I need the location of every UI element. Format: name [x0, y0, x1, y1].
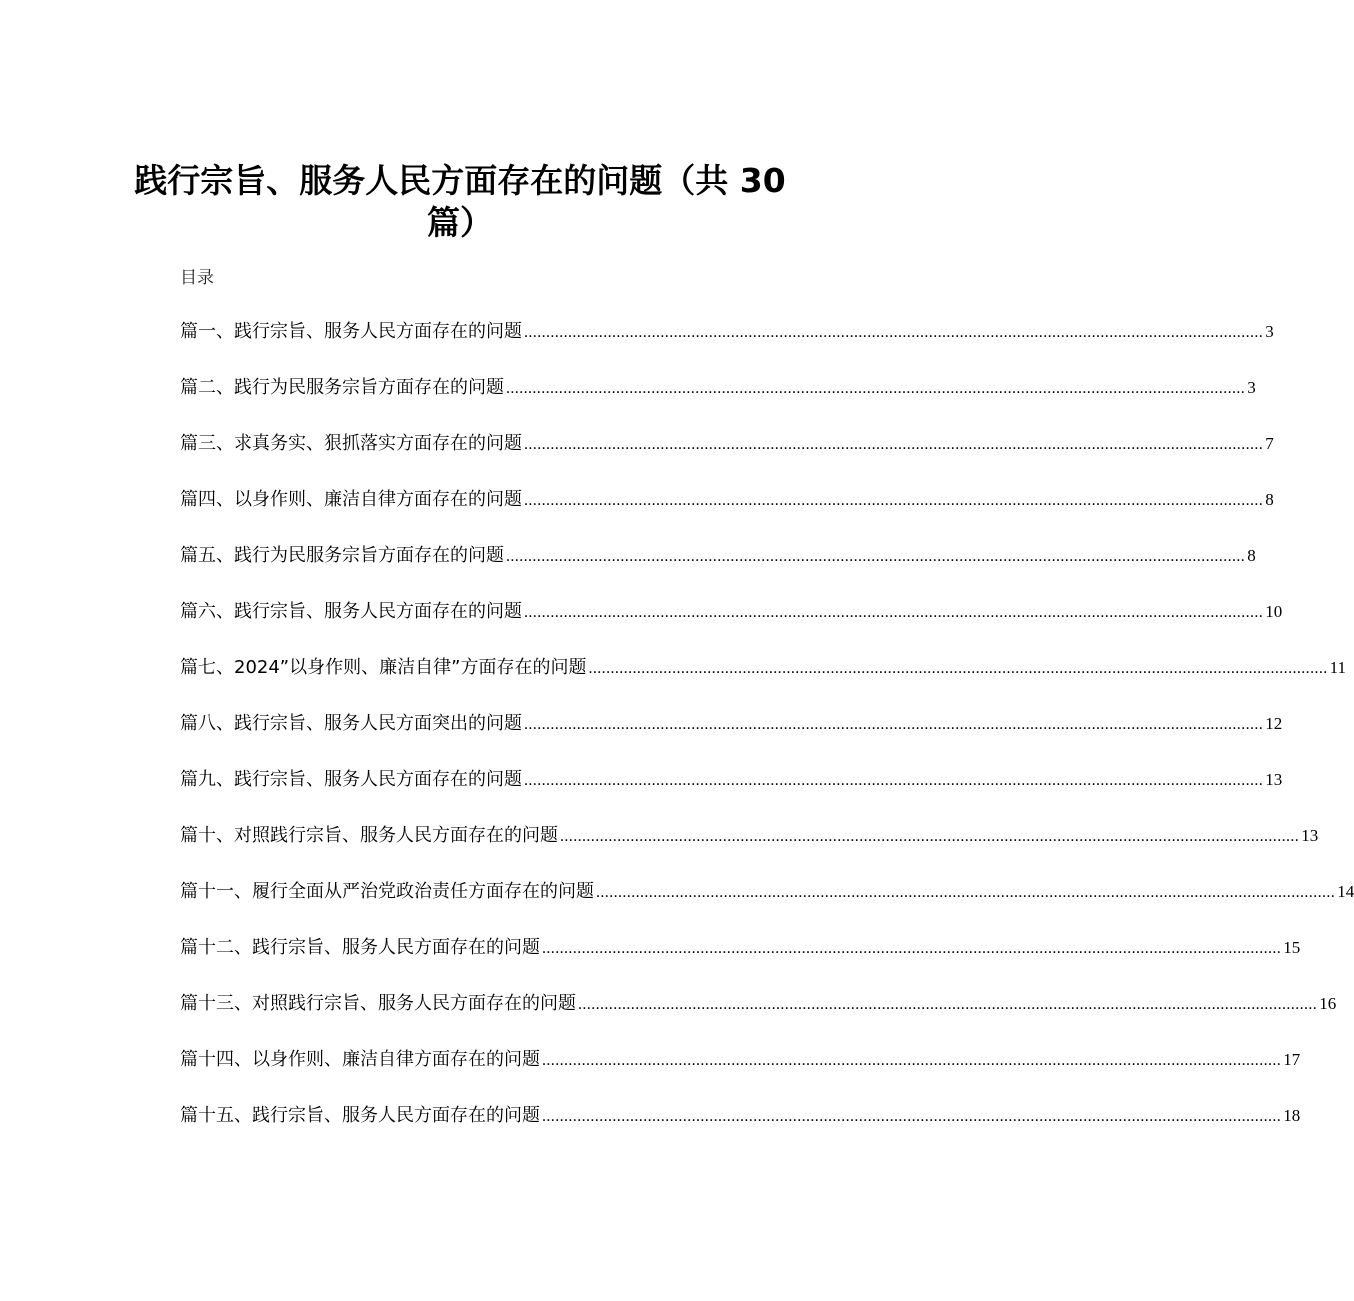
table-of-contents: [180, 318, 1354, 1158]
toc-entry-title[interactable]: 篇十、对照践行宗旨、服务人民方面存在的问题: [180, 825, 558, 846]
toc-page-number: 15: [1283, 938, 1301, 957]
toc-entry[interactable]: [180, 766, 1283, 822]
toc-page-number: 8: [1265, 490, 1274, 509]
toc-entry-title[interactable]: 篇一、践行宗旨、服务人民方面存在的问题: [180, 321, 522, 342]
toc-entry[interactable]: [180, 710, 1283, 766]
toc-entry[interactable]: [180, 598, 1283, 654]
toc-dot-leader: ........................................................................................................................................................................: [506, 548, 1246, 565]
toc-page-number: 14: [1337, 882, 1354, 901]
toc-page-number: 17: [1283, 1050, 1301, 1069]
toc-entry-title[interactable]: 篇十二、践行宗旨、服务人民方面存在的问题: [180, 937, 540, 958]
toc-entry[interactable]: [180, 1046, 1301, 1102]
toc-dot-leader: ........................................................................................................................................................................: [524, 324, 1264, 341]
toc-entry-title[interactable]: 篇十四、以身作则、廉洁自律方面存在的问题: [180, 1049, 540, 1070]
toc-dot-leader: ........................................................................................................................................................................: [542, 1052, 1282, 1069]
toc-page-number: 7: [1265, 434, 1274, 453]
toc-entry-title[interactable]: 篇四、以身作则、廉洁自律方面存在的问题: [180, 489, 522, 510]
toc-entry[interactable]: [180, 542, 1256, 598]
toc-page-number: 11: [1329, 658, 1347, 677]
toc-dot-leader: ........................................................................................................................................................................: [524, 716, 1264, 733]
toc-entry[interactable]: [180, 654, 1347, 710]
toc-entry-title[interactable]: 篇七、2024”以身作则、廉洁自律”方面存在的问题: [180, 657, 587, 678]
toc-dot-leader: ........................................................................................................................................................................: [524, 492, 1264, 509]
toc-entry[interactable]: [180, 1102, 1301, 1158]
toc-page-number: 8: [1247, 546, 1256, 565]
toc-entry-title[interactable]: 篇八、践行宗旨、服务人民方面突出的问题: [180, 713, 522, 734]
toc-page-number: 3: [1265, 322, 1274, 341]
toc-entry[interactable]: [180, 934, 1301, 990]
toc-page-number: 10: [1265, 602, 1283, 621]
toc-dot-leader: ........................................................................................................................................................................: [524, 772, 1264, 789]
toc-entry-title[interactable]: 篇五、践行为民服务宗旨方面存在的问题: [180, 545, 504, 566]
toc-entry-title[interactable]: 篇二、践行为民服务宗旨方面存在的问题: [180, 377, 504, 398]
toc-dot-leader: ........................................................................................................................................................................: [542, 940, 1282, 957]
toc-page-number: 13: [1301, 826, 1319, 845]
toc-dot-leader: ........................................................................................................................................................................: [506, 380, 1246, 397]
toc-dot-leader: ........................................................................................................................................................................: [524, 604, 1264, 621]
toc-page-number: 13: [1265, 770, 1283, 789]
toc-entry-title[interactable]: 篇三、求真务实、狠抓落实方面存在的问题: [180, 433, 522, 454]
toc-entry[interactable]: [180, 990, 1337, 1046]
toc-page-number: 12: [1265, 714, 1283, 733]
toc-entry[interactable]: [180, 486, 1274, 542]
toc-entry-title[interactable]: 篇九、践行宗旨、服务人民方面存在的问题: [180, 769, 522, 790]
toc-dot-leader: ........................................................................................................................................................................: [542, 1108, 1282, 1125]
toc-page-number: 16: [1319, 994, 1337, 1013]
toc-dot-leader: ........................................................................................................................................................................: [588, 660, 1328, 677]
toc-dot-leader: ........................................................................................................................................................................: [578, 996, 1318, 1013]
toc-page-number: 18: [1283, 1106, 1301, 1125]
toc-dot-leader: ........................................................................................................................................................................: [560, 828, 1300, 845]
page-title: 践行宗旨、服务人民方面存在的问题（共 30 篇）: [134, 161, 786, 243]
toc-heading: 目录: [180, 268, 214, 288]
toc-dot-leader: ........................................................................................................................................................................: [596, 884, 1336, 901]
toc-entry[interactable]: [180, 878, 1354, 934]
toc-entry-title[interactable]: 篇十五、践行宗旨、服务人民方面存在的问题: [180, 1105, 540, 1126]
toc-entry[interactable]: [180, 374, 1256, 430]
toc-entry[interactable]: [180, 822, 1319, 878]
toc-entry-title[interactable]: 篇十一、履行全面从严治党政治责任方面存在的问题: [180, 881, 594, 902]
toc-entry[interactable]: [180, 430, 1274, 486]
toc-entry-title[interactable]: 篇六、践行宗旨、服务人民方面存在的问题: [180, 601, 522, 622]
toc-dot-leader: ........................................................................................................................................................................: [524, 436, 1264, 453]
toc-entry-title[interactable]: 篇十三、对照践行宗旨、服务人民方面存在的问题: [180, 993, 576, 1014]
toc-entry[interactable]: [180, 318, 1274, 374]
toc-page-number: 3: [1247, 378, 1256, 397]
